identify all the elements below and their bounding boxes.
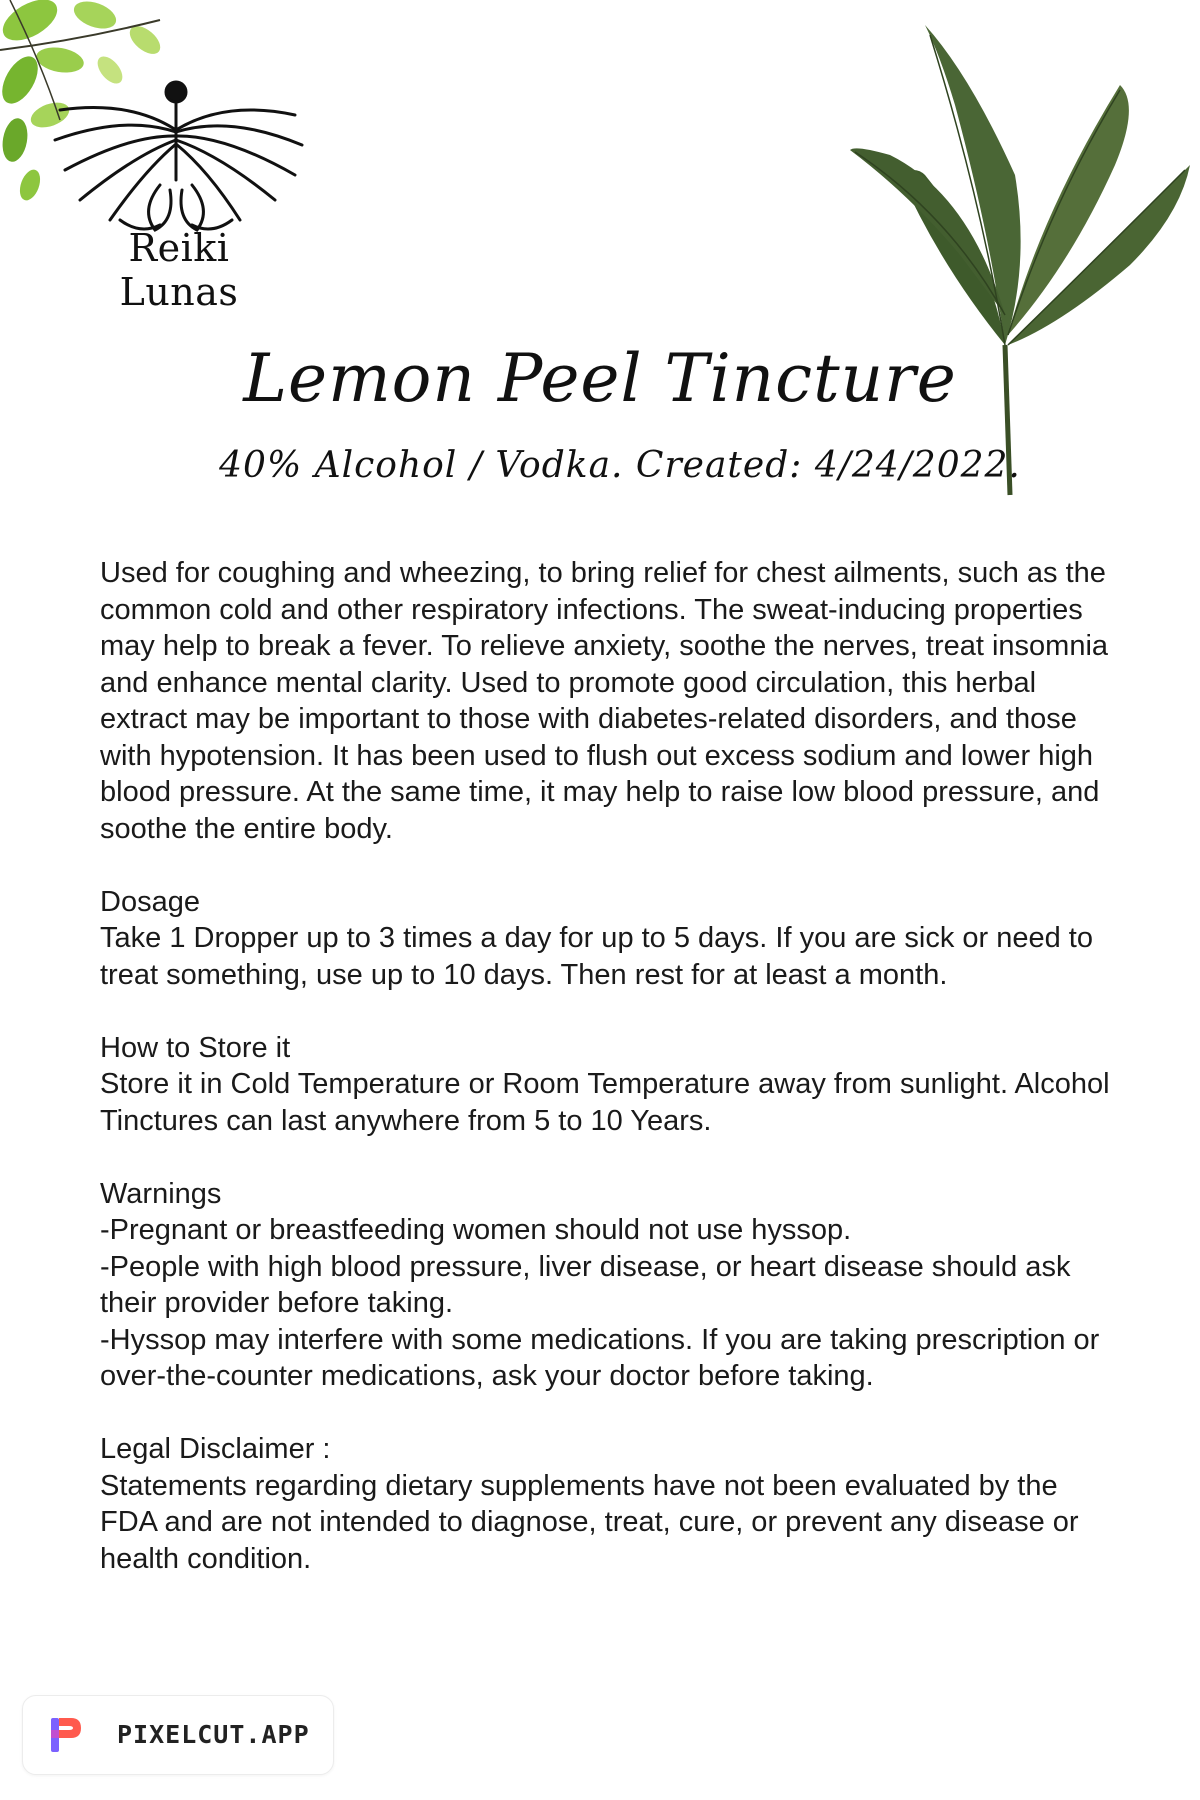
dosage-heading: Dosage <box>100 885 200 918</box>
pixelcut-watermark[interactable] <box>22 1695 334 1775</box>
storage-section <box>100 1030 1110 1140</box>
disclaimer-section <box>100 1431 1110 1577</box>
leaf-sprig-icon <box>840 15 1200 500</box>
warning-item: -Pregnant or breastfeeding women should not use hyssop. <box>100 1214 852 1246</box>
watermark-label: PIXELCUT.APP <box>117 1720 310 1749</box>
winged-figure-logo-icon <box>40 70 320 240</box>
tincture-description <box>100 555 1110 1614</box>
warnings-section <box>100 1176 1110 1395</box>
pixelcut-logo-icon <box>49 1716 83 1754</box>
page-title: Lemon Peel Tincture <box>243 340 957 417</box>
disclaimer-heading: Legal Disclaimer : <box>100 1433 331 1465</box>
storage-heading: How to Store it <box>100 1031 291 1064</box>
intro-paragraph: Used for coughing and wheezing, to bring relief for chest ailments, such as the common cold and other respiratory infections. The sweat-inducing properties may help to break a fever. To relieve anxiety, soothe the nerves, treat insomnia and enhance mental clarity. Used to promote good circulation, this herbal extract may be important to those with diabetes-related disorders, and those with hypotension. It has been used to flush out excess sodium and lower high blood pressure. At the same time, it may help to raise low blood pressure, and soothe the entire body. <box>100 557 1109 845</box>
warning-item: -Hyssop may interfere with some medications. If you are taking prescription or over-the-counter medications, ask your doctor before taking. <box>100 1323 1100 1392</box>
brand-name: Reiki Lunas <box>119 226 239 314</box>
disclaimer-text: Statements regarding dietary supplements have not been evaluated by the FDA and are not intended to diagnose, treat, cure, or prevent any disease or health condition. <box>100 1469 1079 1575</box>
dosage-section <box>100 884 1110 994</box>
warning-item: -People with high blood pressure, liver disease, or heart disease should ask their provider before taking. <box>100 1250 1071 1319</box>
storage-text: Store it in Cold Temperature or Room Temperature away from sunlight. Alcohol Tinctures can last anywhere from 5 to 10 Years. <box>100 1068 1110 1137</box>
dosage-text: Take 1 Dropper up to 3 times a day for up to 5 days. If you are sick or need to treat something, use up to 10 days. Then rest for at least a month. <box>100 922 1093 991</box>
page-subtitle: 40% Alcohol / Vodka. Created: 4/24/2022. <box>219 445 1021 486</box>
warnings-heading: Warnings <box>100 1177 222 1210</box>
